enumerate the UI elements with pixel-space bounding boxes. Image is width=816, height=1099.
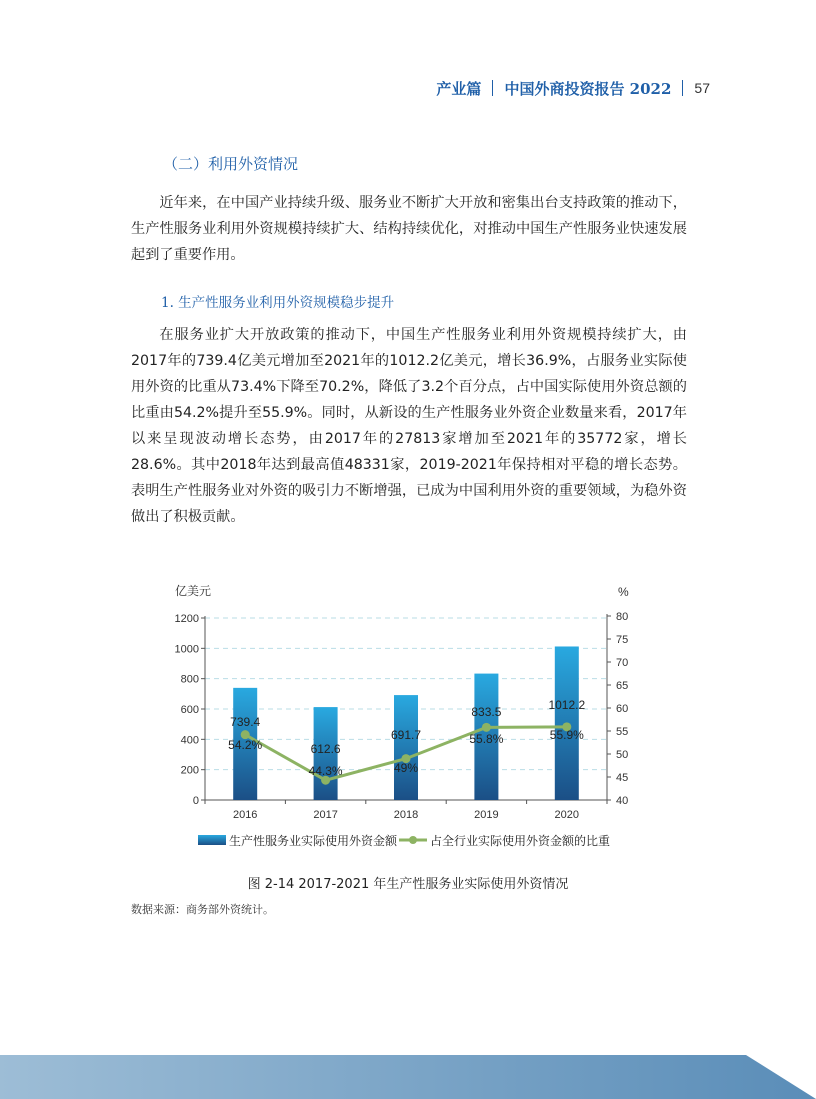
legend-line-marker xyxy=(409,836,417,844)
footer-band-shape xyxy=(0,1055,816,1099)
line-value-label: 55.8% xyxy=(469,732,504,746)
bar-2018 xyxy=(394,695,418,800)
x-tick-label: 2016 xyxy=(232,809,258,821)
page-number: 57 xyxy=(694,80,710,96)
bar-value-label: 1012.2 xyxy=(548,698,586,712)
footer-band xyxy=(0,1055,816,1099)
right-tick-label: 60 xyxy=(616,703,629,715)
left-tick-label: 400 xyxy=(180,734,199,747)
right-tick-label: 75 xyxy=(616,634,629,646)
bar-value-label: 739.4 xyxy=(230,715,261,729)
right-tick-label: 45 xyxy=(616,772,629,784)
right-tick-label: 80 xyxy=(616,611,629,623)
body-paragraph: 在服务业扩大开放政策的推动下，中国生产性服务业利用外资规模持续扩大，由2017年的739.4亿美元增加至2021年的1012.2亿美元，增长36.9%，占服务业实际使用外资的比重从73.4%下降至70.2%，降低了3.2个百分点，占中国实际使用外资总额的比重由54.2%提升至55.9%。同时，从新设的生产性服务业外资企业数量来看，2017年以来呈现波动增长态势，由2017年的27813家增加至2021年的35772家，增长28.6%。其中2018年达到最高值48331家，2019-2021年保持相对平稳的增长态势。表明生产性服务业对外资的吸引力不断增强，已成为中国利用外资的重要领域，为稳外资做出了积极贡献。 xyxy=(131,327,687,525)
legend-bar-swatch xyxy=(198,835,226,845)
left-tick-label: 1200 xyxy=(174,613,199,625)
left-axis-unit: 亿美元 xyxy=(175,584,212,598)
line-value-label: 54.2% xyxy=(228,738,263,752)
legend-bar-label: 生产性服务业实际使用外资金额 xyxy=(229,834,398,848)
usage-chart xyxy=(160,578,660,858)
right-tick-label: 55 xyxy=(616,726,629,738)
x-tick-label: 2019 xyxy=(474,809,499,821)
bar-value-label: 612.6 xyxy=(310,742,341,756)
header-divider xyxy=(492,80,493,96)
header-section: 产业篇 xyxy=(436,79,482,98)
line-value-label: 55.9% xyxy=(549,728,584,742)
intro-paragraph: 近年来，在中国产业持续升级、服务业不断扩大开放和密集出台支持政策的推动下，生产性服务业利用外资规模持续扩大、结构持续优化，对推动中国生产性服务业快速发展起到了重要作用。 xyxy=(131,195,687,263)
x-tick-label: 2018 xyxy=(393,809,419,821)
right-tick-label: 40 xyxy=(616,795,629,807)
line-value-label: 44.3% xyxy=(308,764,343,778)
ratio-point-2019 xyxy=(482,723,491,732)
left-tick-label: 200 xyxy=(180,764,199,777)
line-value-label: 49% xyxy=(393,761,419,775)
left-tick-label: 600 xyxy=(180,704,199,716)
x-tick-label: 2020 xyxy=(554,809,580,821)
page-header xyxy=(436,78,710,98)
legend-line-label: 占全行业实际使用外资金额的比重 xyxy=(430,834,611,848)
bar-value-label: 691.7 xyxy=(390,728,422,742)
left-tick-label: 0 xyxy=(192,795,199,807)
header-report-title: 中国外商投资报告 2022 xyxy=(504,79,672,98)
right-tick-label: 65 xyxy=(616,680,629,692)
right-axis-unit: % xyxy=(618,585,629,599)
left-tick-label: 800 xyxy=(180,673,199,686)
subsection-title: 1. 生产性服务业利用外资规模稳步提升 xyxy=(161,295,395,311)
right-tick-label: 50 xyxy=(616,749,629,761)
left-tick-label: 1000 xyxy=(174,643,199,656)
source-note: 数据来源：商务部外资统计。 xyxy=(131,903,274,916)
figure-caption: 图 2-14 2017-2021 年生产性服务业实际使用外资情况 xyxy=(247,877,569,892)
bar-value-label: 833.5 xyxy=(471,705,502,719)
section-title: （二）利用外资情况 xyxy=(163,155,299,173)
right-tick-label: 70 xyxy=(616,657,629,669)
x-tick-label: 2017 xyxy=(313,809,338,821)
header-divider-2 xyxy=(682,80,683,96)
